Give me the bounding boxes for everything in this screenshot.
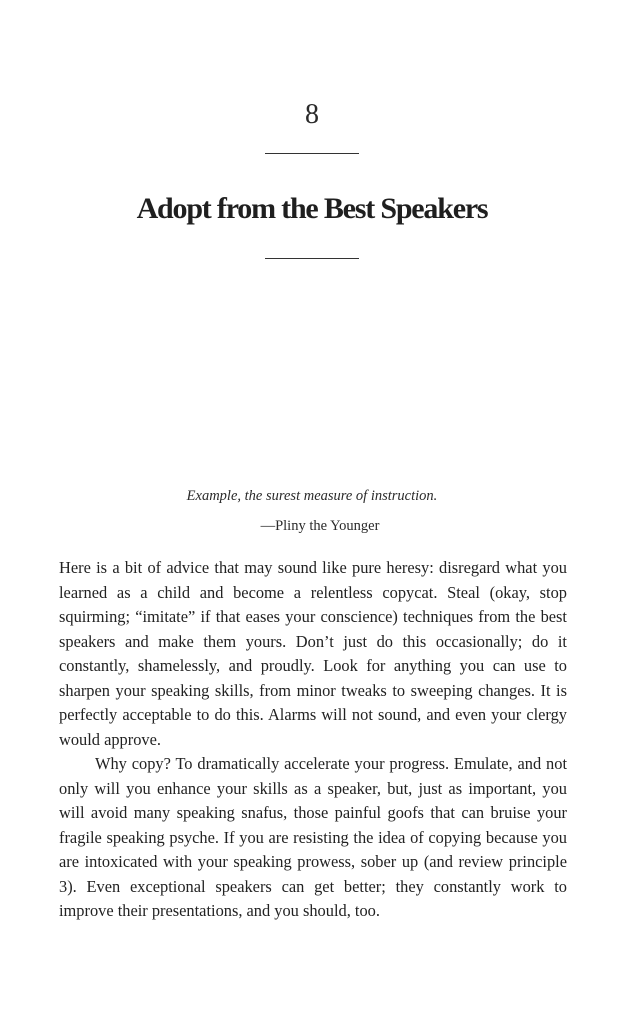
epigraph-quote: Example, the surest measure of instruction. (186, 488, 438, 504)
bottom-divider (265, 258, 359, 259)
paragraph: Here is a bit of advice that may sound like pure heresy: disregard what you learned as a child and become a relentless copycat. Steal (okay, stop squirming; “imitate” if that eases your conscience) techniques from the best speakers and make them yours. Don’t just do this occasionally; do it constantly, shamelessly, and proudly. Look for anything you can use to sharpen your speaking skills, from minor tweaks to sweeping changes. It is perfectly acceptable to do this. Alarms will not sound, and even your clergy would approve. (59, 558, 567, 749)
epigraph (0, 486, 624, 536)
paragraph: Why copy? To dramatically accelerate your progress. Emulate, and not only will you enhance your skills as a speaker, but, just as important, you will avoid many speaking snafus, those painful goofs that can bruise your fragile speaking psyche. If you are resisting the idea of copying because you are intoxicated with your speaking prowess, sober up (and review principle 3). Even exceptional speakers can get better; they constantly work to improve their presentations, and you should, too. (59, 754, 567, 920)
chapter-number: 8 (305, 99, 319, 130)
epigraph-attribution: —Pliny the Younger (260, 518, 380, 534)
top-divider (265, 153, 359, 154)
chapter-title: Adopt from the Best Speakers (136, 192, 488, 225)
body-text (59, 556, 567, 924)
